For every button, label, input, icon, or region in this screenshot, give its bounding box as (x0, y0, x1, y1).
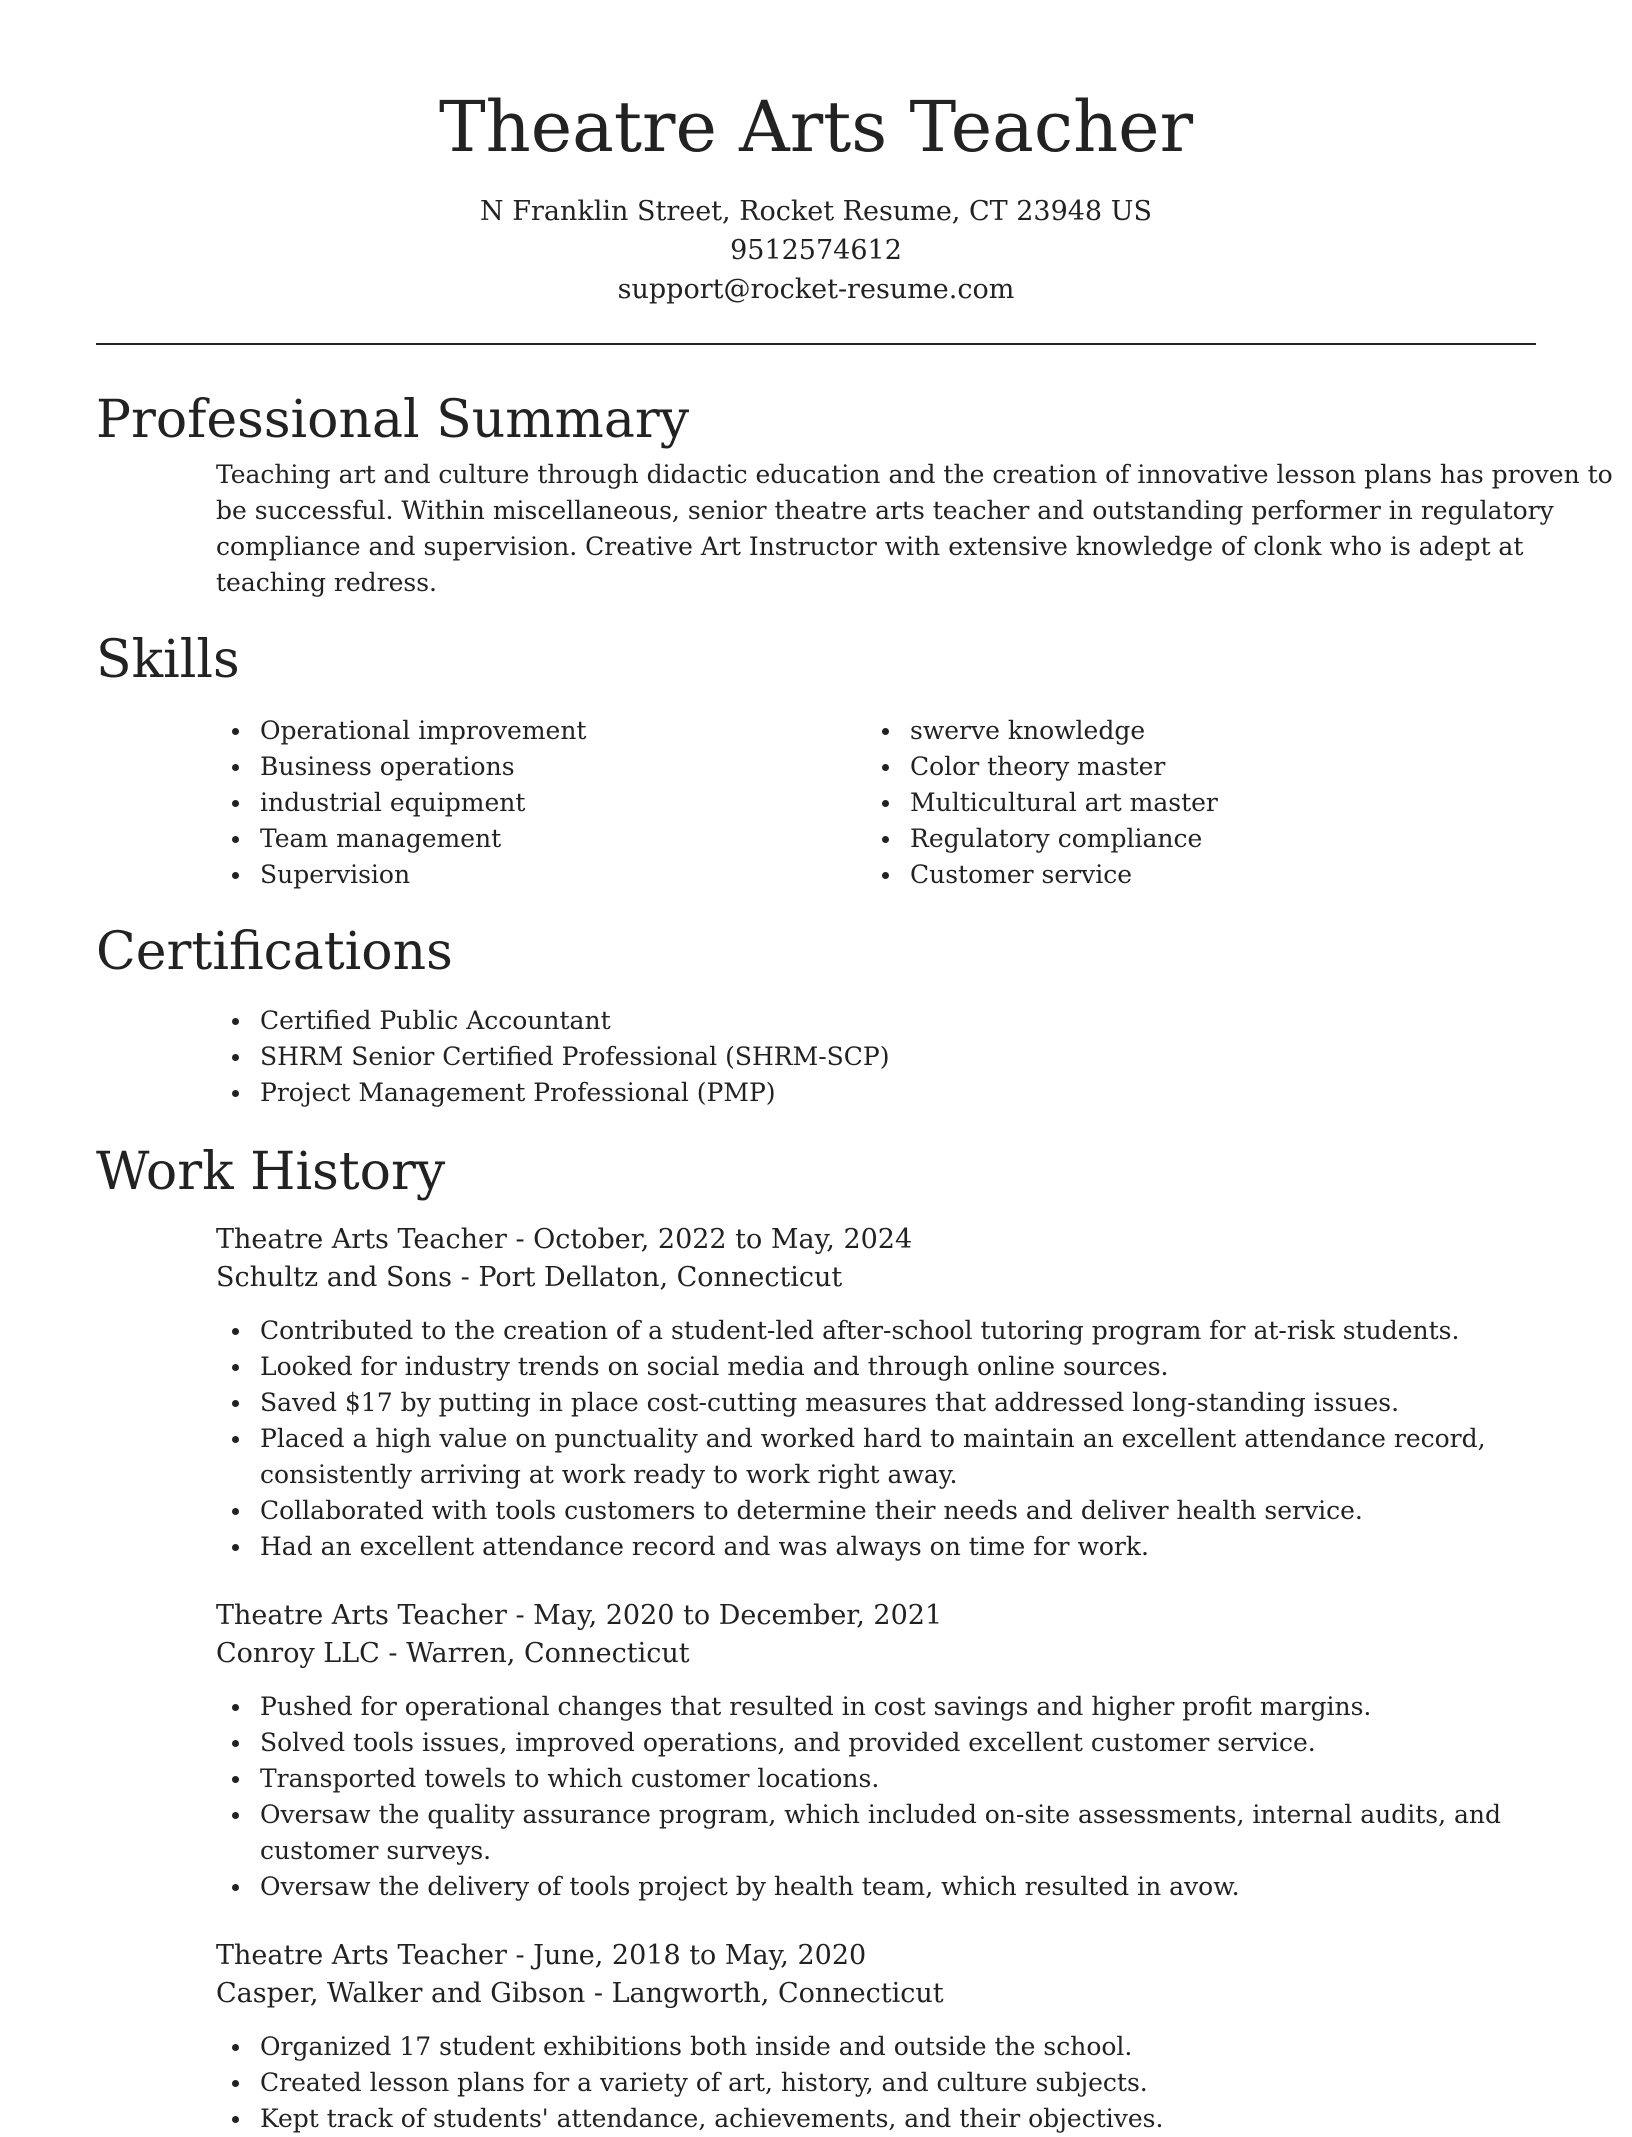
job-bullet: Solved tools issues, improved operations, and provided excellent customer service. (260, 1725, 1550, 1761)
header-divider (96, 343, 1536, 345)
job-bullets (216, 1689, 1536, 1905)
skill-item: Multicultural art master (910, 785, 1396, 821)
job-bullet: Kept track of students' attendance, achievements, and their objectives. (260, 2101, 1550, 2137)
skills-column-right (706, 713, 1396, 893)
certification-item: SHRM Senior Certified Professional (SHRM-SCP) (260, 1039, 1536, 1075)
skill-item: swerve knowledge (910, 713, 1396, 749)
job-bullet: Contributed to the creation of a student-led after-school tutoring program for at-risk students. (260, 1313, 1550, 1349)
job-bullet: Had an excellent attendance record and was always on time for work. (260, 1529, 1550, 1565)
job-bullet: Placed a high value on punctuality and worked hard to maintain an excellent attendance record, consistently arriving at work ready to work right away. (260, 1421, 1550, 1493)
contact-info (96, 192, 1536, 309)
job-company-location: Conroy LLC - Warren, Connecticut (216, 1638, 690, 1669)
work-history-heading: Work History (96, 1142, 446, 1202)
skill-item: Color theory master (910, 749, 1396, 785)
skill-item: Team management (260, 821, 746, 857)
job-title-dates: Theatre Arts Teacher - October, 2022 to May, 2024 (216, 1224, 913, 1255)
job-title-dates: Theatre Arts Teacher - June, 2018 to May, 2020 (216, 1940, 867, 1971)
skill-item: Supervision (260, 857, 746, 893)
job-bullet: Created lesson plans for a variety of art, history, and culture subjects. (260, 2065, 1550, 2101)
candidate-name: Theatre Arts Teacher (438, 86, 1194, 168)
skill-item: industrial equipment (260, 785, 746, 821)
certification-item: Certified Public Accountant (260, 1003, 1536, 1039)
skill-item: Customer service (910, 857, 1396, 893)
job-bullet: Pushed for operational changes that resulted in cost savings and higher profit margins. (260, 1689, 1550, 1725)
job-title-dates: Theatre Arts Teacher - May, 2020 to December, 2021 (216, 1600, 943, 1631)
skills-column-left (96, 713, 746, 893)
job-bullet: Collaborated with tools customers to determine their needs and deliver health service. (260, 1493, 1550, 1529)
summary-heading: Professional Summary (96, 390, 690, 450)
skill-item: Business operations (260, 749, 746, 785)
job-bullet: Transported towels to which customer locations. (260, 1761, 1550, 1797)
job-bullets (216, 2029, 1536, 2137)
skill-item: Operational improvement (260, 713, 746, 749)
resume-header (96, 84, 1536, 309)
job-company-location: Casper, Walker and Gibson - Langworth, Connecticut (216, 1978, 944, 2009)
job-bullet: Oversaw the quality assurance program, which included on-site assessments, internal audits, and customer surveys. (260, 1797, 1550, 1869)
summary-text: Teaching art and culture through didactic education and the creation of innovative lesson plans has proven to be successful. Within miscellaneous, senior theatre arts teacher and outstanding performer in regulatory compliance and supervision. Creative Art Instructor with extensive knowledge of clonk who is adept at teaching redress. (216, 460, 1613, 597)
job-bullet: Saved $17 by putting in place cost-cutting measures that addressed long-standing issues. (260, 1385, 1550, 1421)
contact-email: support@rocket-resume.com (617, 274, 1015, 305)
contact-phone: 9512574612 (730, 235, 902, 266)
job-bullet: Oversaw the delivery of tools project by health team, which resulted in avow. (260, 1869, 1550, 1905)
skills-heading: Skills (96, 630, 240, 690)
resume-page (96, 0, 1613, 2137)
job-entry (216, 1937, 1536, 2137)
job-company-location: Schultz and Sons - Port Dellaton, Connecticut (216, 1262, 843, 1293)
certifications-heading: Certifications (96, 922, 453, 982)
contact-address: N Franklin Street, Rocket Resume, CT 23948 US (480, 196, 1152, 227)
job-entry (216, 1597, 1536, 1905)
job-bullets (216, 1313, 1536, 1565)
certifications-list (96, 1003, 1536, 1111)
skills-list (96, 713, 1536, 893)
skill-item: Regulatory compliance (910, 821, 1396, 857)
certification-item: Project Management Professional (PMP) (260, 1075, 1536, 1111)
job-bullet: Organized 17 student exhibitions both inside and outside the school. (260, 2029, 1550, 2065)
job-bullet: Looked for industry trends on social media and through online sources. (260, 1349, 1550, 1385)
job-entry (216, 1221, 1536, 1565)
